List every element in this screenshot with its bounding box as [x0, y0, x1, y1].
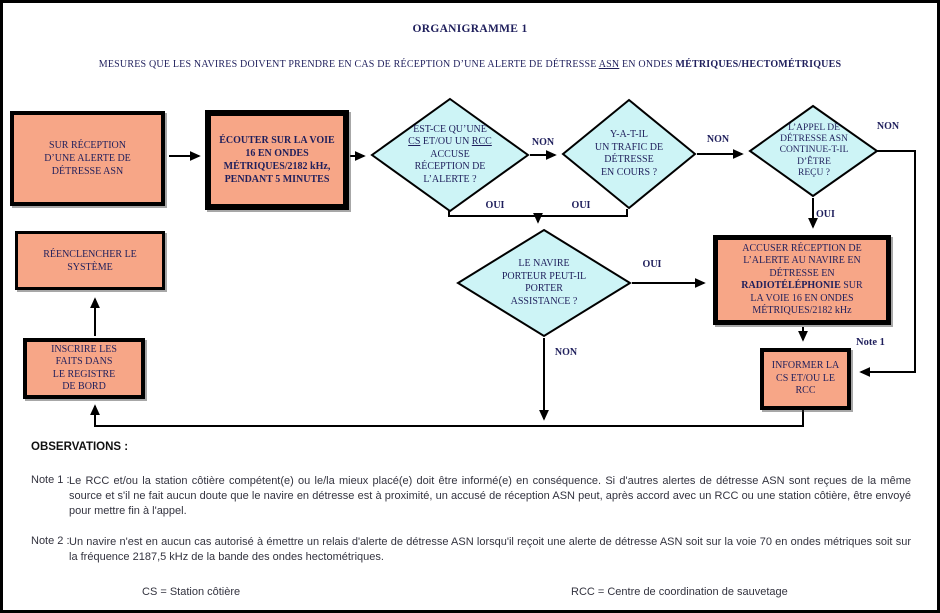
rcc-underlined: RCC [471, 136, 492, 148]
page-title: ORGANIGRAMME 1 [412, 23, 528, 35]
subtitle-asn: ASN [598, 59, 620, 70]
node-text: PORTER [525, 283, 563, 294]
node-text: LA VOIE 16 EN ONDES [750, 292, 854, 304]
node-text: CONTINUE-T-IL [779, 145, 849, 156]
label-oui-right: OUI [571, 200, 591, 211]
node-text: ACCUSE [430, 148, 470, 160]
label-non-1: NON [531, 137, 555, 148]
definition-cs: CS = Station côtière [142, 586, 241, 598]
node-text: SUR RÉCEPTION [49, 140, 126, 151]
line-oui-merge [449, 209, 627, 216]
node-text: UN TRAFIC DE [594, 141, 664, 153]
node-text: ET/OU UN [420, 136, 472, 148]
note1-reference: Note 1 [856, 337, 885, 348]
node-text: INFORMER LA [771, 360, 840, 372]
label-non-3: NON [876, 121, 900, 132]
node-sur-reception [10, 111, 165, 206]
node-text: L’ALERTE ? [423, 173, 477, 185]
cs-underlined: CS [408, 136, 421, 148]
node-text [408, 136, 492, 149]
label-non-2: NON [706, 134, 730, 145]
node-text: DÉTRESSE ASN [51, 166, 124, 177]
label-non-navire: NON [554, 347, 578, 358]
diamond-accuse-text [380, 103, 520, 207]
diamond-trafic-text [569, 104, 689, 204]
node-text: ÉCOUTER SUR LA VOIE [219, 135, 335, 146]
page-subtitle [3, 59, 937, 70]
subtitle-bold: MÉTRIQUES/HECTOMÉTRIQUES [675, 59, 842, 70]
node-text: DÉTRESSE ASN [780, 134, 848, 145]
line-informer-to-inscrire [95, 406, 803, 426]
node-text: ACCUSER RÉCEPTION DE [742, 242, 862, 254]
node-text: ASSISTANCE ? [510, 295, 578, 307]
node-text: FAITS DANS [55, 356, 113, 367]
node-text: EN COURS ? [600, 166, 658, 178]
node-text: CS ET/OU LE [776, 372, 835, 384]
node-text: INSCRIRE LES [51, 343, 117, 355]
node-text: PENDANT 5 MINUTES [224, 174, 330, 185]
observations-title: OBSERVATIONS : [31, 441, 129, 453]
node-text: SYSTÈME [67, 261, 113, 273]
subtitle-part1: MESURES QUE LES NAVIRES DOIVENT PRENDRE EN CAS DE RÉCEPTION D’UNE ALERTE DE DÉTRESSE [98, 59, 599, 70]
node-text: DE BORD [62, 381, 106, 392]
node-text: PORTEUR PEUT-IL [501, 270, 587, 282]
node-text: 16 EN ONDES [245, 148, 309, 159]
node-inscrire-registre [23, 338, 145, 399]
definition-rcc: RCC = Centre de coordination de sauvetage [571, 586, 788, 598]
node-text: DÉTRESSE EN [769, 267, 835, 279]
node-text: LE REGISTRE [52, 368, 116, 380]
node-informer-cs-rcc [760, 348, 851, 410]
label-oui-left: OUI [485, 200, 505, 211]
note1-label: Note 1 : [31, 474, 70, 486]
diamond-appel-text [754, 109, 874, 193]
node-text: D’UNE ALERTE DE [44, 153, 131, 164]
node-text: MÉTRIQUES/2182 kHz, [223, 161, 331, 172]
label-oui-navire: OUI [642, 259, 662, 270]
node-text: RCC [795, 385, 816, 397]
node-text: MÉTRIQUES/2182 kHz [752, 305, 852, 316]
label-oui-appel: OUI [816, 209, 835, 220]
node-text: L’APPEL DE [788, 122, 840, 133]
node-text: Y-A-T-IL [610, 129, 648, 140]
node-accuser-reception [713, 235, 891, 325]
note2-text: Un navire n'est en aucun cas autorisé à émettre un relais d'alerte de détresse ASN lorsqu'il reçoit une alerte de détresse ASN soit sur la voie 70 en ondes métriques soit sur la fréquence 2187,5 kHz de la bande des ondes hectométriques. [69, 536, 911, 563]
node-text: RÉCEPTION DE [414, 161, 486, 173]
note2-label: Note 2 : [31, 535, 70, 547]
node-text: DÉTRESSE [604, 154, 654, 165]
diamond-navire-text [464, 234, 624, 332]
node-ecouter-voie16 [205, 110, 349, 210]
node-text: REÇU ? [798, 167, 830, 178]
node-text: L’ALERTE AU NAVIRE EN [743, 255, 861, 266]
node-text [741, 280, 862, 293]
node-text: D’ÊTRE [797, 156, 831, 167]
node-text: SUR [840, 280, 863, 291]
note1-text: Le RCC et/ou la station côtière compétent(e) ou le/la mieux placé(e) doit être informé(e) en conséquence. Si d'autres alertes de détresse ASN sont reçues de la même source et s'il ne fait aucun doute que le navire en détresse est à proximité, un accusé de réception ASN peut, après accord avec un RCC ou une station côtière, être envoyé pour mettre fin à l'appel. [69, 475, 911, 517]
node-text-bold: RADIOTÉLÉPHONIE [741, 280, 841, 291]
node-text: LE NAVIRE [518, 258, 570, 269]
subtitle-part2: EN ONDES [619, 59, 676, 70]
node-text: RÉENCLENCHER LE [43, 248, 137, 260]
node-text: EST-CE QU’UNE [413, 123, 487, 135]
node-reenclencher [15, 231, 165, 290]
